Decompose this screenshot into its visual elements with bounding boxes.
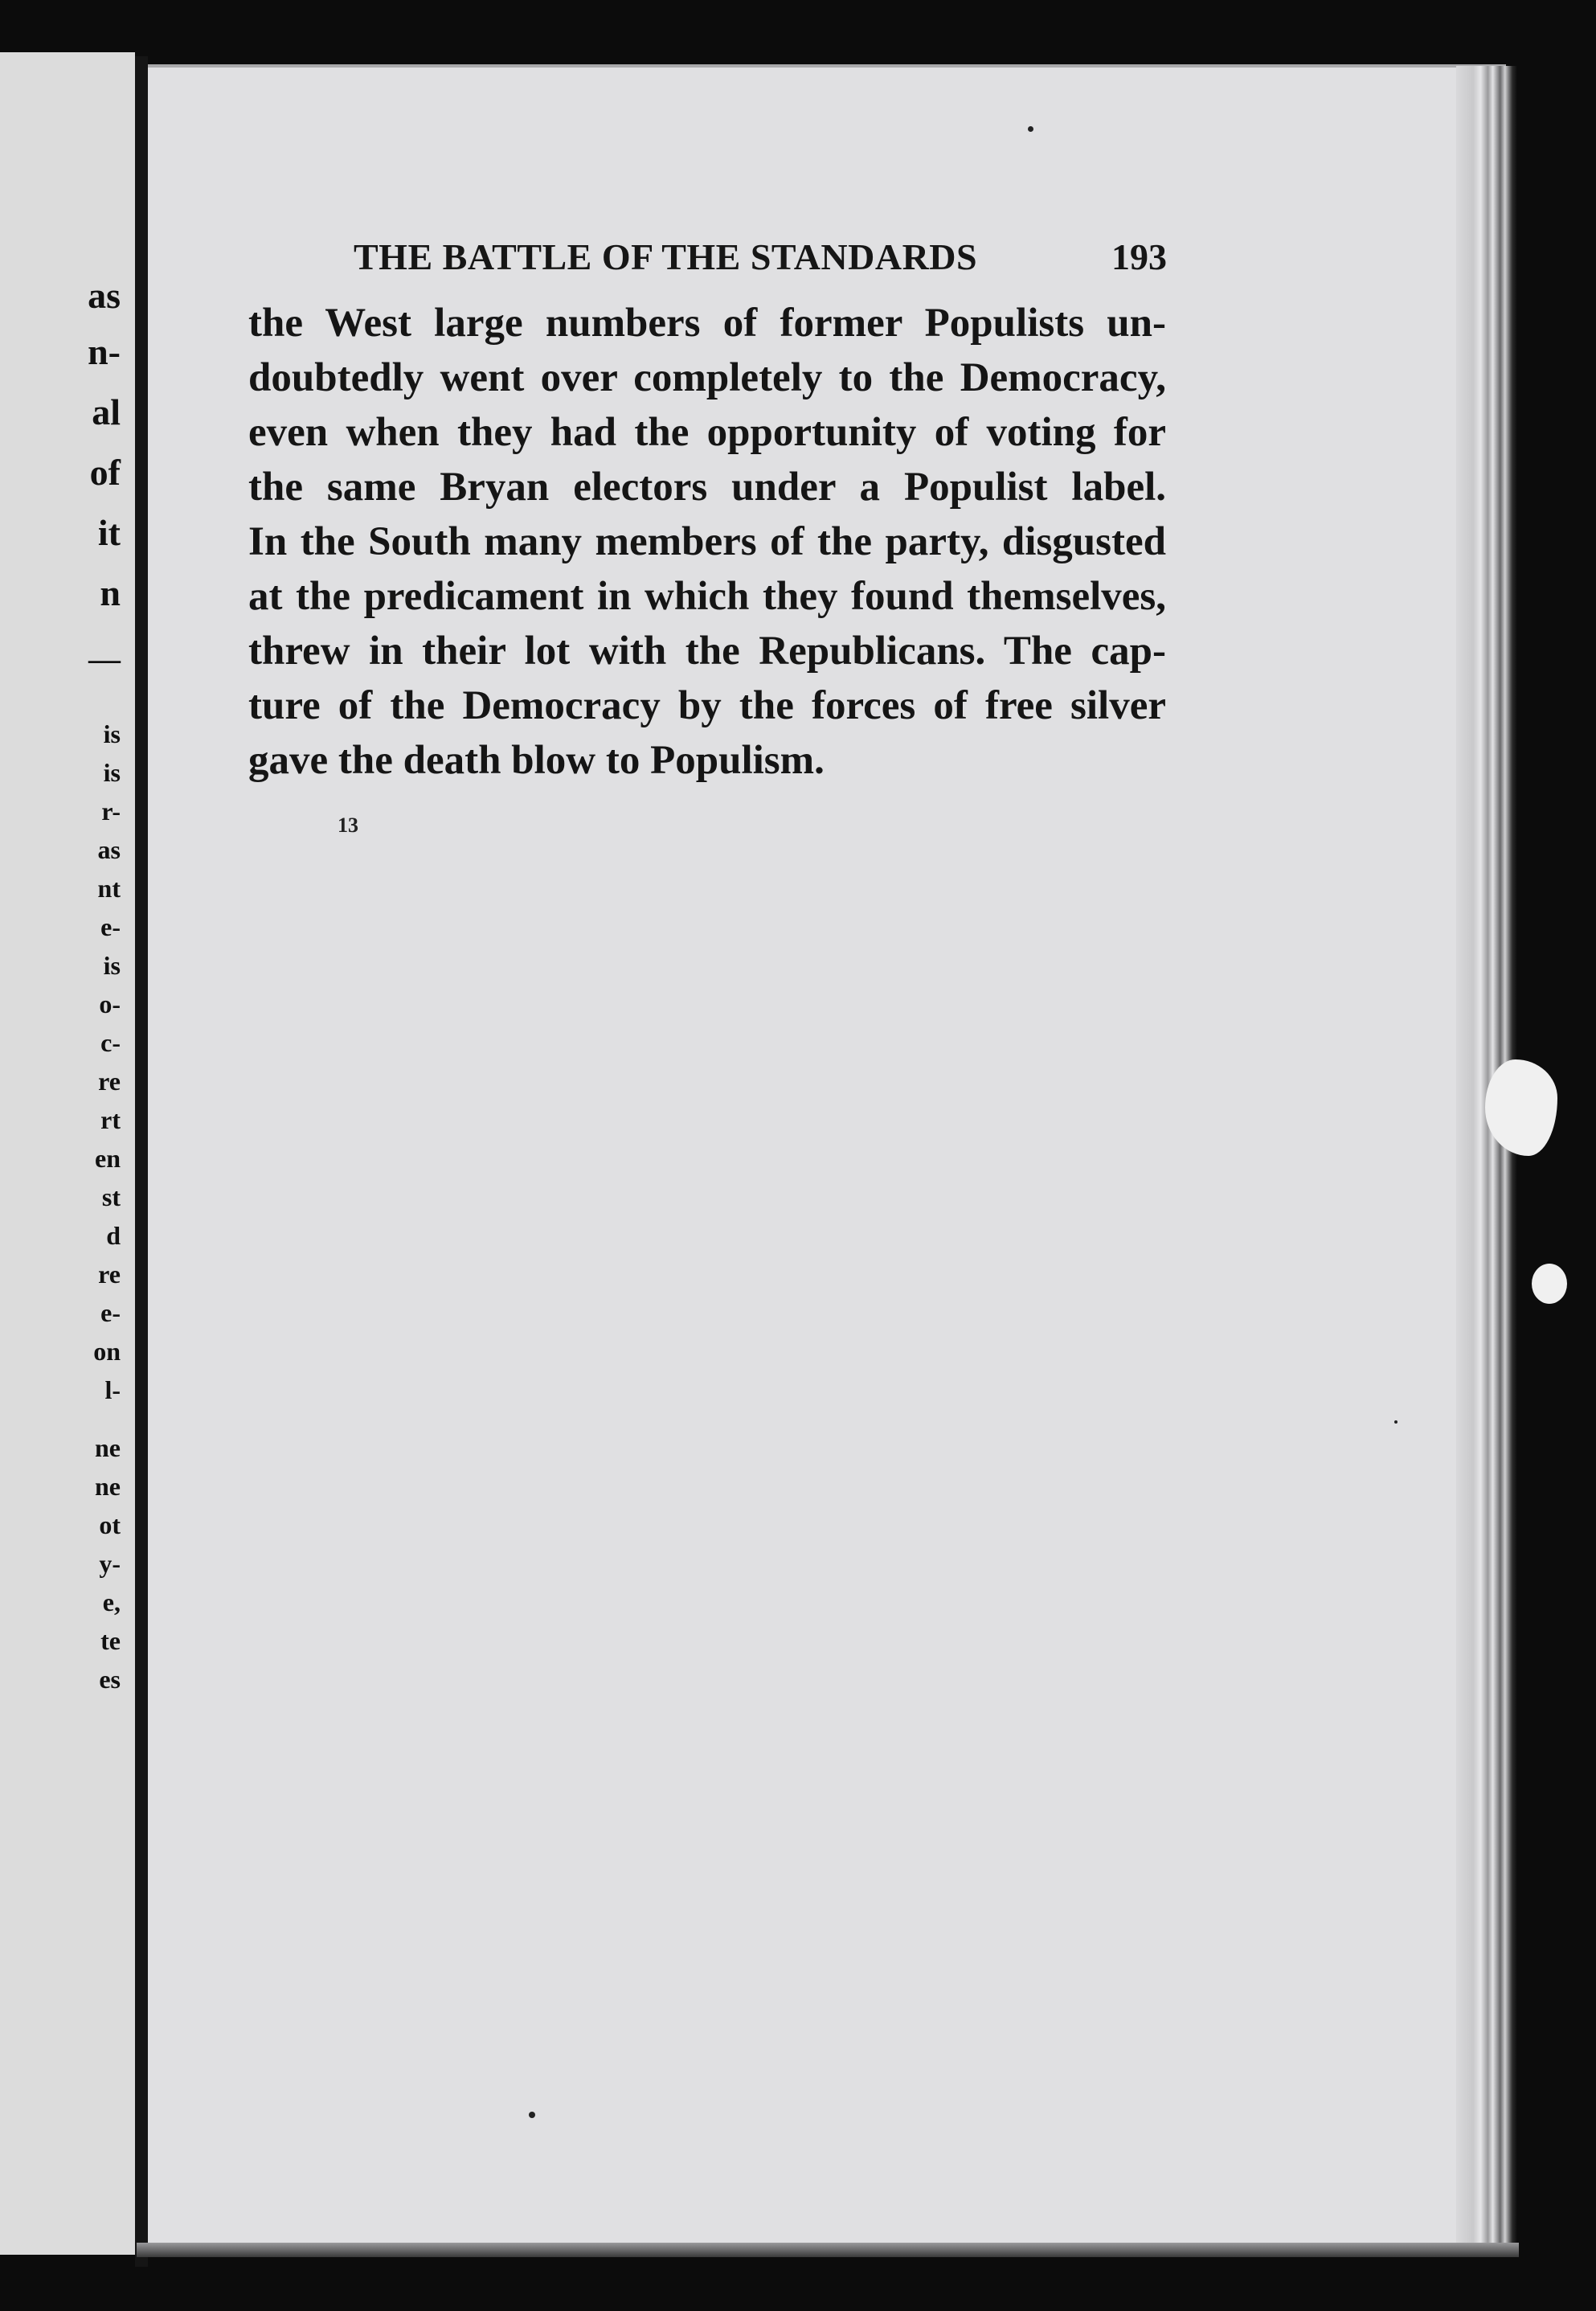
left-page-fragment: e- [100, 1298, 121, 1327]
running-head: THE BATTLE OF THE STANDARDS [354, 236, 978, 277]
text-line: In the South many members of the party, disgusted [248, 519, 1166, 564]
left-page-fragment: c- [100, 1028, 121, 1057]
text-line: the West large numbers of former Populists un- [248, 301, 1166, 346]
bottom-page-edge [137, 2243, 1519, 2257]
left-page-fragment: te [100, 1626, 121, 1655]
dust-speck [1394, 1420, 1398, 1424]
left-page-fragment: of [89, 452, 121, 493]
body-text [248, 296, 1166, 788]
left-page-fragment: ot [99, 1510, 121, 1539]
left-page-fragment: is [103, 951, 121, 980]
left-page-fragment: en [95, 1144, 121, 1173]
left-page-fragment: o- [99, 990, 121, 1018]
left-page-fragment: ne [95, 1472, 121, 1501]
left-page-fragment: n- [88, 331, 121, 372]
left-page-fragment: is [103, 758, 121, 787]
left-page-fragment: n [100, 572, 121, 613]
left-page-fragment: es [99, 1665, 121, 1694]
left-page-fragment: d [106, 1221, 121, 1250]
left-page-fragment: nt [97, 874, 121, 903]
page-edge-hole [1532, 1264, 1567, 1304]
text-line: threw in their lot with the Republicans. The cap- [248, 629, 1166, 674]
page-edge-stack [1456, 66, 1517, 2252]
text-line: gave the death blow to Populism. [248, 738, 825, 783]
dust-speck [529, 2112, 535, 2118]
left-page-fragment: e- [100, 912, 121, 941]
text-line: at the predicament in which they found themselves, [248, 574, 1166, 619]
left-page-fragment: ne [95, 1433, 121, 1462]
text-line: even when they had the opportunity of voting for [248, 410, 1166, 455]
left-page-fragment: on [93, 1337, 121, 1366]
signature-mark: 13 [338, 813, 358, 837]
left-page-fragment: as [88, 275, 121, 316]
left-page-fragment: it [97, 512, 121, 553]
left-page-fragment: al [92, 391, 121, 432]
left-page-fragment: rt [100, 1105, 121, 1134]
left-page-fragment: is [103, 719, 121, 748]
dust-speck [1028, 126, 1033, 132]
left-page-fragment: y- [99, 1549, 121, 1578]
text-line: doubtedly went over completely to the Democracy, [248, 355, 1166, 400]
book-gutter [135, 56, 148, 2267]
left-page-fragment: re [98, 1260, 121, 1289]
left-page-fragment: — [88, 641, 121, 677]
left-page-fragment: e, [102, 1588, 121, 1616]
left-page-fragment: re [98, 1067, 121, 1096]
text-line: ture of the Democracy by the forces of free silver [248, 683, 1166, 728]
page-number: 193 [1111, 236, 1167, 277]
left-page-fragment: as [97, 835, 121, 864]
left-page-text-fragments [0, 52, 121, 2255]
left-page-fragment: st [101, 1182, 121, 1211]
left-page-fragment: l- [104, 1375, 121, 1404]
left-page-sliver [0, 52, 135, 2255]
text-line: the same Bryan electors under a Populist label. [248, 465, 1166, 510]
left-page-fragment: r- [101, 797, 121, 826]
